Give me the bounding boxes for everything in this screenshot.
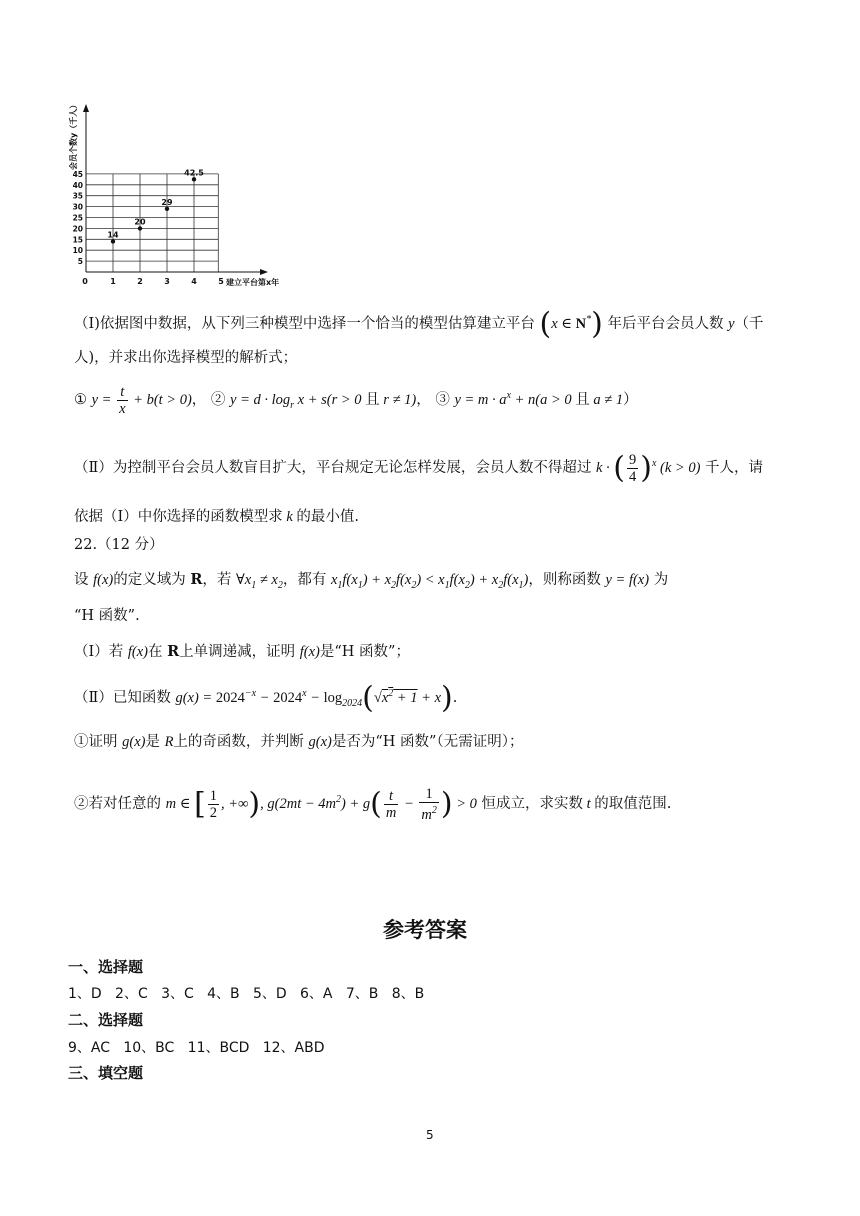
y-tick-label: 25 xyxy=(72,213,83,223)
chart-tick-labels xyxy=(73,170,225,286)
q22-p1-text-c: 上单调递减，证明 xyxy=(179,644,296,660)
q22-c2-text-a: ②若对任意的 xyxy=(74,795,161,812)
q21-part1-line1 xyxy=(74,306,764,342)
x-tick-label: 5 xyxy=(218,277,224,286)
chart-points xyxy=(107,168,204,243)
q22-c2-condition: m ∈ [ $\frac{1}{2}$ , +∞), $g(2mt - 4m^2) + g$( $\frac{t}{m}$ − $\frac{1}{m^2}$ ) > 0 xyxy=(165,786,477,823)
model-1-sep: ， xyxy=(191,391,207,408)
q22-c1-gx: g(x) xyxy=(122,734,146,750)
q21-limit-expression: k · ( $\frac{9}{4}$ )$^x$ (k > 0) xyxy=(595,450,701,486)
y-tick-label: 45 xyxy=(72,169,83,179)
x-tick-label: 2 xyxy=(137,277,143,286)
q21-part1-text-a: （Ⅰ)依据图中数据，从下列三种模型中选择一个恰当的模型估算建立平台 xyxy=(74,315,535,332)
answers-section-2-list: 9、AC 10、BC 11、BCD 12、ABD xyxy=(68,1040,325,1056)
q22-part1: （Ⅰ）若 f(x)在 R上单调递减，证明 f(x)是“H 函数”； xyxy=(74,643,410,660)
q22-p2-text-a: （Ⅱ）已知函数 xyxy=(74,689,171,706)
q22-definition-line2: “H 函数”. xyxy=(74,608,140,624)
y-tick-label: 10 xyxy=(72,246,83,256)
member-count-chart xyxy=(60,98,300,294)
q22-p1-fx: f(x) xyxy=(127,644,148,660)
q22-definition-line1: 设 f(x)的定义域为 R，若 $\forall x_1 \ne x_2$，都有 $x_1f(x_1) + x_2f(x_2) < x_1f(x_2) + x_2f(x_1)$，则称函数 y = f(x) 为 xyxy=(74,571,669,591)
x-tick-label: 4 xyxy=(191,277,197,286)
q22-gx-definition: $g(x) = 2024^{-x} - 2024^x - \log_{2024}(√x^2 + 1 + x)$ xyxy=(175,680,453,716)
q21-part1-line2: 人)，并求出你选择模型的解析式； xyxy=(74,350,298,366)
q22-part2: （Ⅱ）已知函数 $g(x) = 2024^{-x} - 2024^x - \log_{2024}(√x^2 + 1 + x)$. xyxy=(74,680,458,716)
model-3-formula: $y = m \cdot a^x + n(a > 0$ 且 a ≠ 1 xyxy=(454,390,624,408)
q22-fx: f(x) xyxy=(93,572,114,588)
chart-x-axis-label: 建立平台第x年 xyxy=(226,278,280,287)
q22-text-a: 设 xyxy=(74,572,89,588)
q22-c1-gx-2: g(x) xyxy=(308,734,332,750)
model-1-formula: y = $\frac{t}{x}$ + b(t > 0) xyxy=(91,384,192,417)
q21-part1-text-b: 年后平台会员人数 xyxy=(607,315,724,332)
q22-c1-text-b: 是 xyxy=(145,734,160,750)
q21-part1-text-c: （千 xyxy=(734,315,764,332)
q22-c1-text-a: ①证明 xyxy=(74,734,118,750)
x-tick-label: 0 xyxy=(82,277,88,286)
model-2-marker: ② xyxy=(210,391,226,408)
data-point xyxy=(111,239,115,243)
answers-title: 参考答案 xyxy=(383,918,467,942)
data-label: 20 xyxy=(134,217,146,227)
model-1-marker: ① xyxy=(74,391,87,408)
q22-c2-text-c: 的取值范围. xyxy=(594,795,672,812)
q21-part2-line1 xyxy=(74,452,763,485)
y-tick-label: 40 xyxy=(72,180,83,190)
data-label: 42.5 xyxy=(184,168,204,178)
q22-inequality: $x_1f(x_1) + x_2f(x_2) < x_1f(x_2) + x_2f(x_1)$ xyxy=(330,572,529,591)
q21-part2-text-b: 千人，请 xyxy=(705,459,764,476)
q21-part2-line2 xyxy=(74,507,359,527)
chart-axes xyxy=(83,104,268,275)
data-point xyxy=(165,207,169,211)
q21-part2-text-a: （Ⅱ）为控制平台会员人数盲目扩大，平台规定无论怎样发展，会员人数不得超过 xyxy=(74,459,592,476)
q22-p1-text-a: （Ⅰ）若 xyxy=(74,644,124,660)
q22-forall: $\forall x_1 \ne x_2$ xyxy=(236,572,283,591)
data-label: 14 xyxy=(107,230,119,240)
y-tick-label: 20 xyxy=(72,224,83,234)
q22-text-f: 为 xyxy=(653,572,669,588)
answers-section-1-list: 1、D 2、C 3、C 4、B 5、D 6、A 7、B 8、B xyxy=(68,986,425,1002)
q21-var-x-domain: (x ∈ N*) xyxy=(539,306,603,342)
data-point xyxy=(192,177,196,181)
x-tick-label: 1 xyxy=(110,277,116,286)
q22-p1-fx-2: f(x) xyxy=(299,644,320,660)
model-2-formula: $y = d \cdot \log_r x + s(r > 0$ 且 r ≠ 1) xyxy=(230,391,417,411)
chart-y-axis-label: 会员个数y（千人） xyxy=(69,100,78,170)
data-point xyxy=(138,226,142,230)
model-3-marker: ③ xyxy=(435,391,450,408)
answers-section-2: 二、选择题 xyxy=(68,1011,144,1029)
q21-var-y: y xyxy=(728,315,735,332)
q22-p1-text-d: 是“H 函数”； xyxy=(319,644,410,660)
y-axis-arrow xyxy=(83,104,89,112)
x-tick-label: 3 xyxy=(164,277,170,286)
x-axis-arrow xyxy=(260,269,268,275)
chart-grid xyxy=(86,174,218,272)
y-tick-label: 30 xyxy=(72,202,83,212)
q22-text-e: ，则称函数 xyxy=(528,572,601,588)
answers-section-1: 一、选择题 xyxy=(68,958,144,976)
y-tick-label: 15 xyxy=(72,235,83,245)
q22-header: 22.（12 分） xyxy=(74,537,164,553)
q22-y-eq-fx: y = f(x) xyxy=(605,572,650,588)
q22-p1-text-b: 在 xyxy=(147,644,163,660)
answers-section-3: 三、填空题 xyxy=(68,1064,144,1082)
q22-part2-item1 xyxy=(74,732,523,752)
data-label: 29 xyxy=(161,197,173,207)
q22-part2-item2 xyxy=(74,786,671,823)
q22-text-c: ，若 xyxy=(202,572,232,588)
q22-c1-text-c: 上的奇函数，并判断 xyxy=(173,734,304,750)
q22-c2-t: t xyxy=(582,795,595,812)
page-number: 5 xyxy=(426,1128,434,1142)
q21-part2-text-d: 的最小值. xyxy=(296,509,360,525)
q22-text-d: ，都有 xyxy=(282,572,327,588)
q21-models-line: ① y = $\frac{t}{x}$ + b(t > 0)， ② $y = d \cdot \log_r x + s(r > 0$ 且 r ≠ 1)， ③ $y = m \cdot a^x + n(a > 0$ 且 a ≠ 1） xyxy=(74,384,638,417)
q22-text-b: 的定义域为 xyxy=(113,572,186,588)
q21-part2-text-c: 依据（Ⅰ）中你选择的函数模型求 xyxy=(74,509,283,525)
y-tick-label: 5 xyxy=(77,257,83,267)
q21-var-k: k xyxy=(282,509,297,525)
y-tick-label: 35 xyxy=(72,191,83,201)
q22-c2-text-b: 恒成立，求实数 xyxy=(481,795,583,812)
q22-c1-text-d: 是否为“H 函数”（无需证明）； xyxy=(331,734,524,750)
q22-c1-R: R xyxy=(164,734,174,750)
